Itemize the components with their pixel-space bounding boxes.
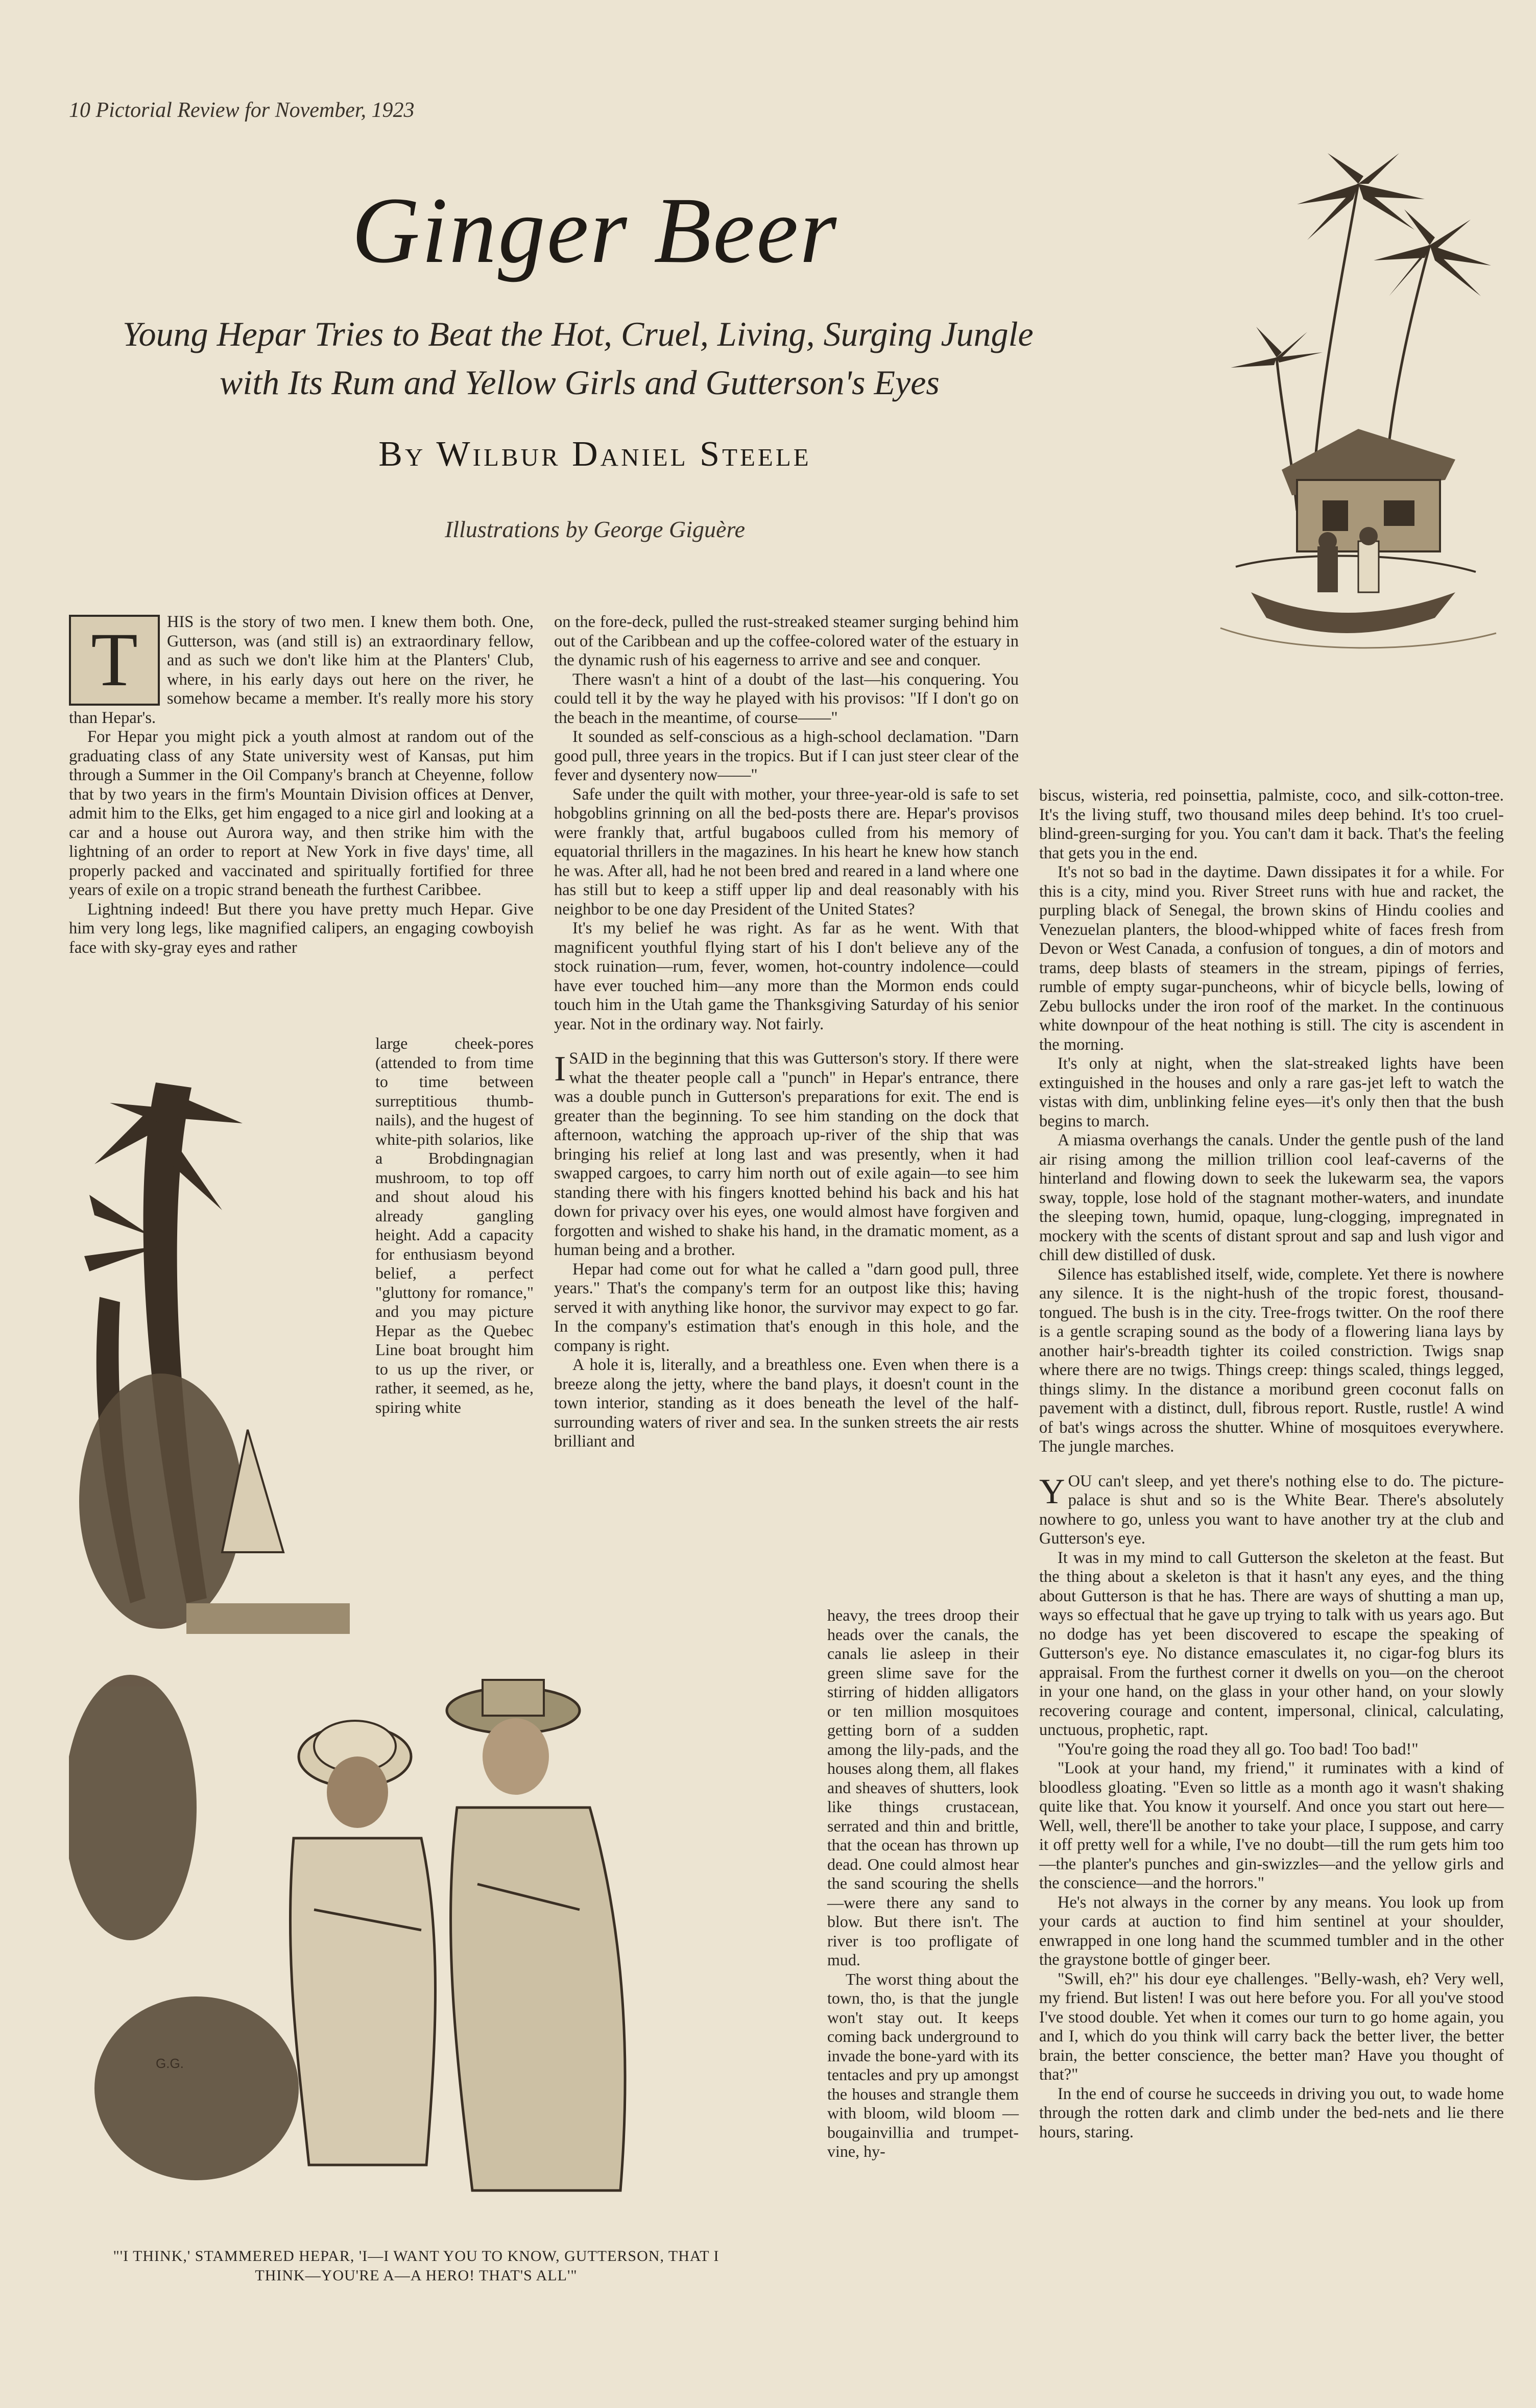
col2-paragraph-6-text: SAID in the beginning that this was Gutterson's story. If there were what the theater people call a "punch" in Hepar's entrance, there was a double punch in Gutterson's preparations for exit. The end is greater than the beginning. To see him standing on the dock that afternoon, watching the approach up-river of the ship that was bringing his relief at long last and was presently, when it had swapped cargoes, to carry him north out of exile again—to see him standing there with his fingers knotted behind his back and his hat down for privacy over his eyes, one would almost have forgiven and forgotten and wished to shake his hand, in the dramatic moment, as a human being and a brother. [554,1049,1019,1259]
col2-paragraph-3: It sounded as self-conscious as a high-school declamation. "Darn good pull, three years in the tropics. But if I can just steer clear of the fever and dysentery now——" [554,728,1019,784]
col3-paragraph-6-text: OU can't sleep, and yet there's nothing else to do. The picture-palace is shut and so is the White Bear. There's absolutely nowhere to go, unless you want to have another try at the club and Gutterson's eye. [1039,1472,1504,1548]
col1-paragraph-2: For Hepar you might pick a youth almost at random out of the graduating class of any State university west of Kansas, put him through a Summer in the Oil Company's branch at Cheyenne, follow that by two years in the firm's Mountain Division offices at Denver, admit him to the Elks, get him engaged to a nice girl and looking at a car and a house out Aurora way, and then strike him with the lightning of an order to report at New York in five days' time, all properly packed and vaccinated and spiritually fortified for three years of exile on a tropic strand beneath the furthest Caribbee. [69,728,534,899]
col2-paragraph-2: There wasn't a hint of a doubt of the last—his conquering. You could tell it by the way he played with his provisos: "If I don't go on the beach in the meantime, of course——" [554,670,1019,727]
col2-paragraph-9: The worst thing about the town, tho, is that the jungle won't stay out. It keeps coming back underground to invade the bone-yard with its tentacles and pry up amongst the houses and strangle them with bloom, wild bloom — bougainvillia and trumpet-vine, hy- [827,1969,1019,2160]
column-3 [1039,786,1504,2142]
caption-line-1: "'I THINK,' STAMMERED HEPAR, 'I—I WANT YOU TO KNOW, GUTTERSON, THAT I [113,2248,719,2265]
palm-hut-illustration [1190,143,1517,684]
artist-signature: G.G. [156,2056,184,2071]
article-title: Ginger Beer [351,178,838,283]
col3-paragraph-11: "Swill, eh?" his dour eye challenges. "Belly-wash, eh? Very well, my friend. But listen! I was out here before you. For all you've stood I've stood double. Yet when it comes our turn to go home again, you and I, which do you think will carry back the better liver, the better brain, the better conscience, the better man? Have you thought of that?" [1039,1969,1504,2084]
col3-paragraph-1: biscus, wisteria, red poinsettia, palmiste, coco, and silk-cotton-tree. It's the living stuff, two thousand miles deep behind. It's too cruel-blind-green-surging for you. You can't dam it back. That's the feeling that gets you in the end. [1039,786,1504,862]
col2-paragraph-1: on the fore-deck, pulled the rust-streaked steamer surging behind him out of the Caribbean and up the coffee-colored water of the estuary in the dynamic rush of his eagerness to arrive and see and conquer. [554,613,1019,669]
illustrator-credit: Illustrations by George Giguère [444,516,746,542]
col3-paragraph-5: Silence has established itself, wide, complete. Yet there is nowhere any silence. It is the night-hush of the tropic forest, thousand-tongued. The bush is in the city. Tree-frogs twitter. On the roof there is a gentle scraping sound as the body of a flowering liana lays by another hair's-breadth tighter its coiled constriction. Twigs snap where there are no twigs. Things creep: things scaled, things legged, things slimy. In the distance a moribund green coconut falls on pavement with a distinct, dull, fibrous report. Rustle, rustle! A wind of bat's wings across the shutter. Whine of mosquitoes everywhere. The jungle marches. [1039,1265,1504,1456]
article-byline: By Wilbur Daniel Steele [378,435,811,474]
col1-paragraph-1: HIS is the story of two men. I knew them both. One, Gutterson, was (and still is) an extraordinary fellow, and as such we don't like him at the Planters' Club, where, in his early days out here on the river, he somehow became a member. It's really more his story than Hepar's. [69,613,534,727]
col2-initial-cap: I [554,1049,566,1089]
col3-paragraph-6 [1039,1472,1504,1549]
col1-paragraph-3-continued: large cheek-pores (attended to from time to time between surreptitious thumb-nails), and the hugest of white-pith solarios, like a Brobdingnagian mushroom, to top off and shout aloud his already gangling height. Add a capacity for enthusiasm beyond belief, a perfect "gluttony for romance," and you may picture Hepar as the Quebec Line boat brought him to us up the river, or rather, it seemed, as he, spiring white [375,1034,534,1416]
col3-paragraph-3: It's only at night, when the slat-streaked lights have been extinguished in the houses and only a rare gas-jet left to watch the vistas with dim, unblinking feline eyes—it's only then that the bush begins to march. [1039,1054,1504,1130]
col2-paragraph-4: Safe under the quilt with mother, your three-year-old is safe to set hobgoblins grinning on all the bed-posts there are. Hepar's provisos were frankly that, artful bugaboos culled from his memory of equatorial thrillers in the magazines. In his heart he knew how stanch he was. After all, had he not been bred and reared in a land where one has still but to keep a stiff upper lip and deal reasonably with his neighbor to be one day President of the United States? [554,785,1019,919]
col3-paragraph-9: "Look at your hand, my friend," it ruminates with a kind of bloodless gloating. "Even so little as a month ago it wasn't shaking quite like that. You know it yourself. And once you start out here— Well, well, there'll be another to take your place, I suppose, and carry it off pretty well for a while, I've no doubt—till the rum gets him too—the planter's punches and gin-swizzles—and the yellow girls and the conscience—and the horrors." [1039,1759,1504,1892]
col2-paragraph-8: A hole it is, literally, and a breathless one. Even when there is a breeze along the jetty, where the band plays, it doesn't count in the town interior, standing as it does beneath the level of the half-surrounding waters of river and sea. In the sunken streets the air rests brilliant and [554,1356,1019,1451]
illustration-caption [69,2247,763,2285]
col3-paragraph-10: He's not always in the corner by any means. You look up from your cards at auction to find him sentinel at your shoulder, enwrapped in one long hand the scummed tumbler and in the other the graystone bottle of ginger beer. [1039,1893,1504,1969]
col3-paragraph-2: It's not so bad in the daytime. Dawn dissipates it for a while. For this is a city, mind you. River Street runs with hue and racket, the purpling black of Senegal, the brown skins of Hindu coolies and Venezuelan planters, the blood-whipped white of faces fresh from Devon or West Canada, a confusion of tongues, a din of motors and trams, deep blasts of steamers in the stream, pipings of ferries, rumble of empty sugar-puncheons, whir of bicycle bells, lowing of Zebu bullocks under the iron roof of the market. In the continuous white downpour of the heat nothing is still. The city is ascendent in the morning. [1039,863,1504,1054]
col2-paragraph-8-continued: heavy, the trees droop their heads over the canals, the canals lie asleep in their green slime save for the stirring of hidden alligators or ten million mosquitoes getting born of a sudden among the lily-pads, and the houses along them, all flakes and sheaves of shutters, look like things crustacean, serrated and thin and brittle, that the ocean has thrown up dead. One could almost hear the sand scouring the shells—were there any sand to blow. But there isn't. The river is too profligate of mud. [827,1606,1019,1969]
caption-line-2: THINK—YOU'RE A—A HERO! THAT'S ALL'" [255,2267,578,2284]
column-1-top [69,613,534,957]
col3-paragraph-12: In the end of course he succeeds in driving you out, to wade home through the rotten dark and climb under the bed-nets and lie there hours, staring. [1039,2084,1504,2141]
column-2-top [554,613,1019,1452]
col3-paragraph-7: It was in my mind to call Gutterson the skeleton at the feast. But the thing about a skeleton is that it hasn't any eyes, and the thing about Gutterson is that he has. There are ways of shutting a man up, ways so effectual that he gave up trying to talk with us years ago. But no dodge has yet been discovered to escape the speaking of Gutterson's eye. No distance emasculates it, no cigar-fog blurs its appraisal. From the furthest corner it dwells on you—on the cheroot in your one hand, on the glass in your other hand, on your slowly recovering courage and content, impersonal, clinical, calculating, unctuous, prophetic, rapt. [1039,1548,1504,1739]
col1-paragraph-3: Lightning indeed! But there you have pretty much Hepar. Give him very long legs, like magnified calipers, an engaging cowboyish face with sky-gray eyes and rather [69,900,534,957]
col3-initial-cap: Y [1039,1472,1065,1511]
col3-paragraph-8: "You're going the road they all go. Too bad! Too bad!" [1058,1740,1419,1759]
article-subtitle-line1: Young Hepar Tries to Beat the Hot, Cruel, Living, Surging Jungle [123,315,1034,353]
drop-cap-letter: T [69,615,160,706]
column-2-narrow [827,1606,1019,2161]
page-folio: 10 Pictorial Review for November, 1923 [69,99,415,122]
col2-paragraph-7: Hepar had come out for what he called a "darn good pull, three years." That's the company's term for an outpost like this; having served it with anything like honor, the survivor may expect to go far. In the company's estimation that's enough in this hole, and the company is right. [554,1260,1019,1355]
col2-paragraph-5: It's my belief he was right. As far as he went. With that magnificent youthful flying start of his I don't believe any of the stock ruination—rum, fever, women, hot-country indolence—could have ever touched him—any more than the Mormon ends could touch him in the Utah game the Thanksgiving Saturday of his senior year. Not in the ordinary way. Not fairly. [554,919,1019,1033]
article-subtitle-line2: with Its Rum and Yellow Girls and Gutterson's Eyes [220,363,940,402]
col2-paragraph-6 [554,1049,1019,1260]
col3-paragraph-4: A miasma overhangs the canals. Under the gentle push of the land air rising among the million trillion cool leaf-caverns of the hinterland and flowing down to seek the lukewarm sea, the vapors sway, topple, lose hold of the stagnant mother-waters, and inundate the sleeping town, humid, opaque, lung-clogging, impregnated in mockery with the scents of distant sprout and sap and lush vigor and chill dew distilled of dusk. [1039,1131,1504,1264]
